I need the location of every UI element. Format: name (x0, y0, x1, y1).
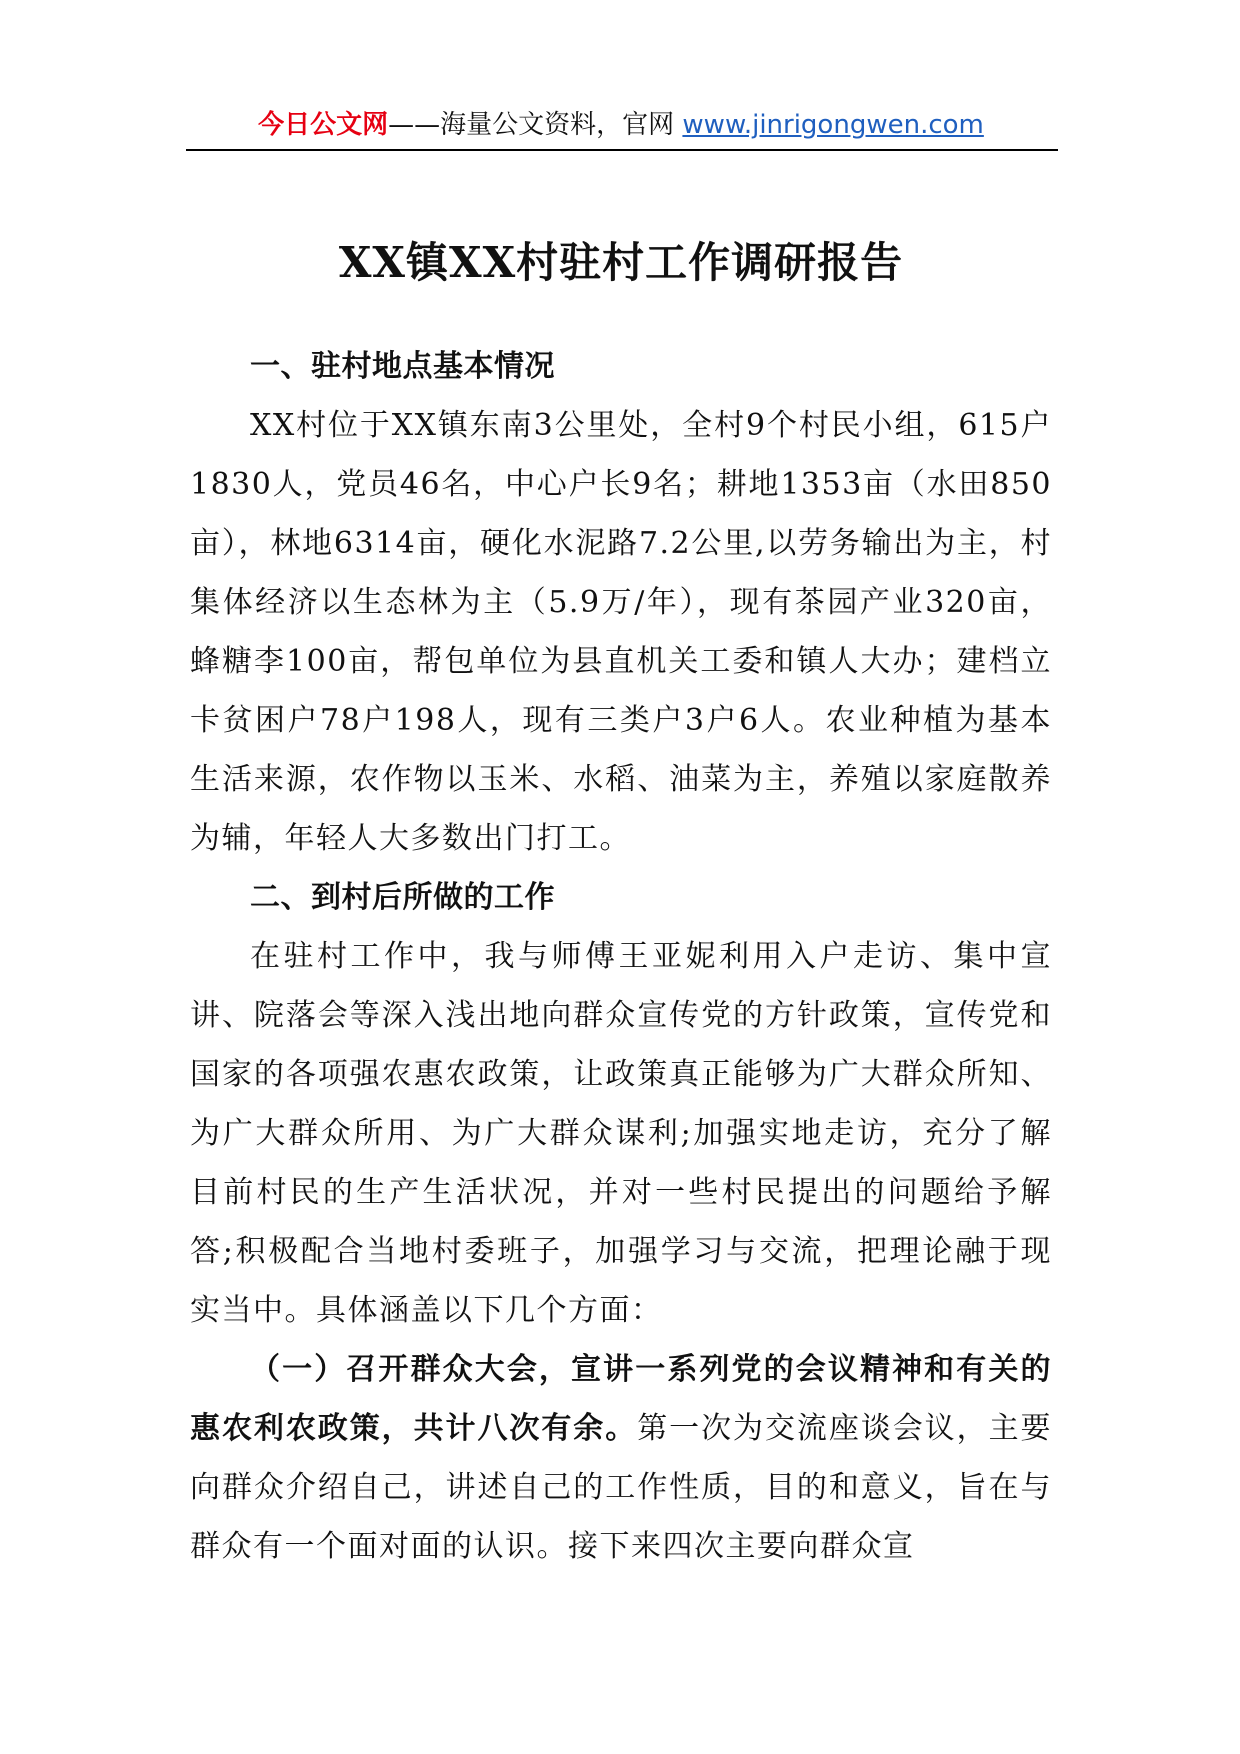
item-1-body: 第一次为交流座谈会议，主要向群众介绍自己，讲述自己的工作性质，目的和意义，旨在与群众有一个面对面的认识。接下来四次主要向群众宣 (190, 1411, 1053, 1564)
site-brand[interactable]: 今日公文网 (258, 110, 389, 140)
section-2-paragraph: 在驻村工作中，我与师傅王亚妮利用入户走访、集中宣讲、院落会等深入浅出地向群众宣传党的方针政策，宣传党和国家的各项强农惠农政策，让政策真正能够为广大群众所知、为广大群众所用、为广大群众谋利;加强实地走访，充分了解目前村民的生产生活状况，并对一些村民提出的问题给予解答;积极配合当地村委班子，加强学习与交流，把理论融于现实当中。具体涵盖以下几个方面： (190, 939, 1052, 1328)
item-1-lead: （一）召开群众大会，宣讲一系列党的会议精神和有关的惠农利农政策，共计八次有余。 (190, 1352, 1052, 1446)
section-heading-1: 一、驻村地点基本情况 (250, 349, 555, 384)
item-1-paragraph (190, 1340, 1052, 1576)
site-tagline: ——海量公文资料，官网 (388, 110, 683, 140)
section-1-paragraph: XX村位于XX镇东南3公里处，全村9个村民小组，615户1830人，党员46名，中心户长9名；耕地1353亩（水田850亩），林地6314亩，硬化水泥路7.2公里,以劳务输出为主，村集体经济以生态林为主（5.9万/年），现有茶园产业320亩，蜂糖李100亩，帮包单位为县直机关工委和镇人大办；建档立卡贫困户78户198人，现有三类户3户6人。农业种植为基本生活来源，农作物以玉米、水稻、油菜为主，养殖以家庭散养为辅，年轻人大多数出门打工。 (190, 408, 1052, 856)
site-header (186, 105, 1056, 145)
site-url-link[interactable]: www.jinrigongwen.com (682, 110, 984, 140)
header-divider (186, 149, 1058, 151)
document-title: XX镇XX村驻村工作调研报告 (338, 238, 904, 288)
section-heading-2: 二、到村后所做的工作 (250, 880, 555, 915)
document-body (190, 337, 1052, 1576)
